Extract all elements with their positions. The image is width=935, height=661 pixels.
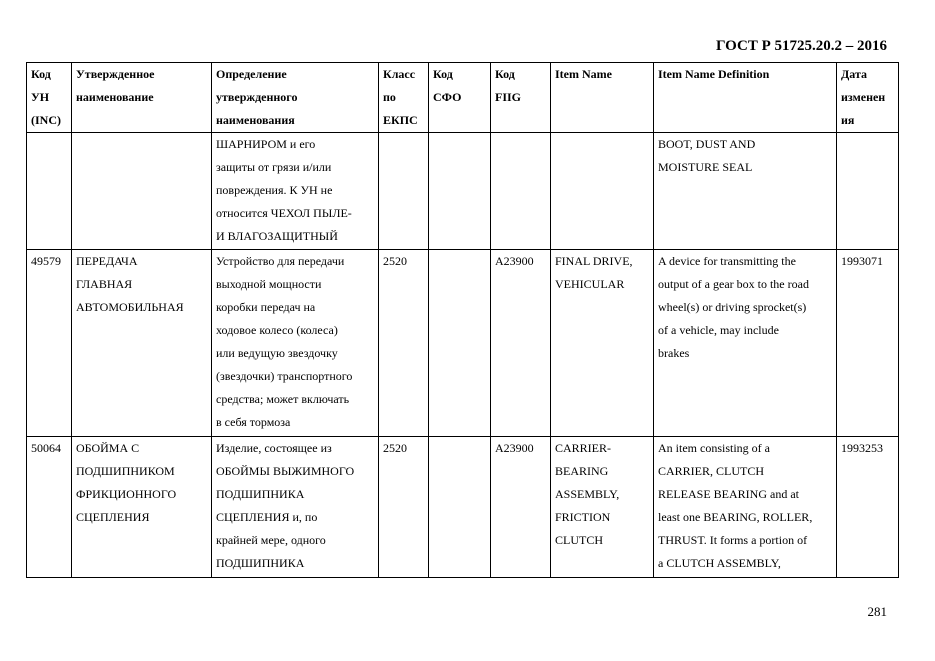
column-header-item-name-definition: Item Name Definition xyxy=(654,63,837,133)
cell-ekps-class xyxy=(379,133,429,250)
cell-fiig-code: A23900 xyxy=(491,437,551,578)
column-header-change-date: Дата изменен ия xyxy=(837,63,899,133)
cell-approved-name: ОБОЙМА С ПОДШИПНИКОМ ФРИКЦИОННОГО СЦЕПЛЕНИЯ xyxy=(72,437,212,578)
cell-fiig-code xyxy=(491,133,551,250)
table-row xyxy=(27,437,899,578)
cell-ekps-class: 2520 xyxy=(379,250,429,437)
column-header-ekps-class: Класс по ЕКПС xyxy=(379,63,429,133)
cell-inc-code: 50064 xyxy=(27,437,72,578)
cell-item-name xyxy=(551,133,654,250)
cell-item-name: CARRIER- BEARING ASSEMBLY, FRICTION CLUTCH xyxy=(551,437,654,578)
cell-name-definition: Изделие, состоящее из ОБОЙМЫ ВЫЖИМНОГО ПОДШИПНИКА СЦЕПЛЕНИЯ и, по крайней мере, одного ПОДШИПНИКА xyxy=(212,437,379,578)
table-header-row xyxy=(27,63,899,133)
cell-change-date: 1993071 xyxy=(837,250,899,437)
column-header-name-definition: Определение утвержденного наименования xyxy=(212,63,379,133)
cell-fiig-code: A23900 xyxy=(491,250,551,437)
cell-name-definition: Устройство для передачи выходной мощности коробки передач на ходовое колесо (колеса) или ведущую звездочку (звездочки) транспортного средства; может включать в себя тормоза xyxy=(212,250,379,437)
table-row xyxy=(27,250,899,437)
cell-name-definition: ШАРНИРОМ и его защиты от грязи и/или повреждения. К УН не относится ЧЕХОЛ ПЫЛЕ- И ВЛАГОЗАЩИТНЫЙ xyxy=(212,133,379,250)
cell-sfo-code xyxy=(429,437,491,578)
cell-approved-name xyxy=(72,133,212,250)
column-header-approved-name: Утвержденное наименование xyxy=(72,63,212,133)
cell-item-name-definition: An item consisting of a CARRIER, CLUTCH RELEASE BEARING and at least one BEARING, ROLLER, THRUST. It forms a portion of a CLUTCH ASSEMBLY, xyxy=(654,437,837,578)
column-header-item-name: Item Name xyxy=(551,63,654,133)
cell-change-date: 1993253 xyxy=(837,437,899,578)
cell-sfo-code xyxy=(429,250,491,437)
column-header-fiig-code: Код FIIG xyxy=(491,63,551,133)
page-number: 281 xyxy=(867,604,887,619)
column-header-inc-code: Код УН (INC) xyxy=(27,63,72,133)
column-header-sfo-code: Код СФО xyxy=(429,63,491,133)
document-standard-header: ГОСТ Р 51725.20.2 – 2016 xyxy=(715,38,887,54)
catalog-table xyxy=(26,62,899,578)
cell-inc-code: 49579 xyxy=(27,250,72,437)
cell-sfo-code xyxy=(429,133,491,250)
cell-ekps-class: 2520 xyxy=(379,437,429,578)
cell-item-name-definition: BOOT, DUST AND MOISTURE SEAL xyxy=(654,133,837,250)
cell-item-name-definition: A device for transmitting the output of a gear box to the road wheel(s) or driving sprocket(s) of a vehicle, may include brakes xyxy=(654,250,837,437)
cell-item-name: FINAL DRIVE, VEHICULAR xyxy=(551,250,654,437)
cell-change-date xyxy=(837,133,899,250)
table-row xyxy=(27,133,899,250)
cell-approved-name: ПЕРЕДАЧА ГЛАВНАЯ АВТОМОБИЛЬНАЯ xyxy=(72,250,212,437)
cell-inc-code xyxy=(27,133,72,250)
